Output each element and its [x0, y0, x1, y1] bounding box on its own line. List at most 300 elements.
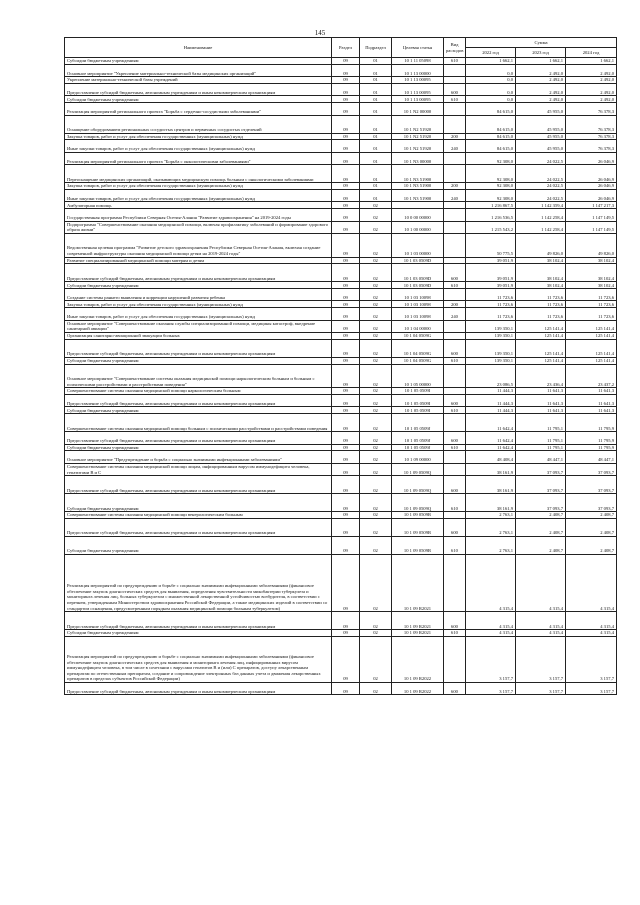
- row-podrazdel: 02: [360, 512, 392, 519]
- row-sum-2022: 0,0: [466, 64, 516, 76]
- row-sum-2024: 38 102,4: [566, 282, 617, 289]
- row-razdel: 09: [332, 476, 360, 494]
- row-sum-2023: 38 102,4: [516, 257, 566, 264]
- row-name: Реализация мероприятий по предупреждению и борьбе с социально значимыми инфекционными заболеваниями (финансовое обеспечение закупок диагностических средств для выявления и мониторинга лечения лиц, инфицированных вирусом иммунодефицита человека, в том числе в сочетании с вирусами гепатитов В и (или) С препаратов, доступу лекарственным препаратам по отечественным препаратам, создание и сопровождение электронных баз данных учета и движения лекарственных препаратов в пределах субъектов Российской Федерации): [65, 636, 332, 682]
- row-sum-2023: 48 447,1: [516, 451, 566, 463]
- row-razdel: 09: [332, 140, 360, 152]
- row-sum-2024: 37 093,7: [566, 463, 617, 475]
- row-sum-2022: 11 444,3: [466, 395, 516, 407]
- row-sum-2022: 38 161,9: [466, 476, 516, 494]
- row-sum-2023: 125 141,4: [516, 333, 566, 340]
- row-podrazdel: 01: [360, 64, 392, 76]
- table-row: [65, 58, 617, 65]
- row-name: Государственная программа Республики Северная Осетия-Алания "Развитие здравоохранения" на 2019-2024 годы: [65, 209, 332, 221]
- row-sum-2022: 23 086,5: [466, 364, 516, 388]
- row-podrazdel: 02: [360, 257, 392, 264]
- row-podrazdel: 02: [360, 282, 392, 289]
- table-row: [65, 77, 617, 84]
- row-target: 10 1 09 0509Q: [392, 476, 444, 494]
- row-sum-2023: 24 022,5: [516, 189, 566, 201]
- row-razdel: 09: [332, 282, 360, 289]
- table-row: [65, 555, 617, 612]
- row-kind: [444, 414, 466, 432]
- row-sum-2022: 11 723,6: [466, 289, 516, 301]
- row-sum-2023: 1 142 258,4: [516, 209, 566, 221]
- row-target: 10 1 N3 51900: [392, 189, 444, 201]
- row-kind: 610: [444, 58, 466, 65]
- row-sum-2023: 11 723,6: [516, 301, 566, 308]
- row-sum-2023: 11 795,1: [516, 432, 566, 444]
- row-sum-2022: 84 615,0: [466, 140, 516, 152]
- row-kind: [444, 512, 466, 519]
- row-razdel: 09: [332, 636, 360, 682]
- row-sum-2024: 2 408,7: [566, 519, 617, 537]
- row-podrazdel: 01: [360, 83, 392, 95]
- row-target: 10 1 03 10098: [392, 301, 444, 308]
- row-sum-2024: 11 723,6: [566, 289, 617, 301]
- table-row: [65, 183, 617, 190]
- row-name: Субсидии бюджетным учреждениям: [65, 630, 332, 637]
- row-podrazdel: 01: [360, 103, 392, 115]
- table-row: [65, 682, 617, 694]
- row-sum-2024: 3 157,7: [566, 636, 617, 682]
- row-name: Субсидии бюджетным учреждениям: [65, 444, 332, 451]
- row-razdel: 09: [332, 289, 360, 301]
- table-row: [65, 339, 617, 357]
- row-podrazdel: 02: [360, 357, 392, 364]
- row-sum-2023: 11 641,3: [516, 395, 566, 407]
- row-razdel: 09: [332, 209, 360, 221]
- table-row: [65, 152, 617, 164]
- row-podrazdel: 02: [360, 395, 392, 407]
- table-row: [65, 444, 617, 451]
- row-podrazdel: 02: [360, 537, 392, 555]
- row-razdel: 09: [332, 612, 360, 630]
- row-podrazdel: 02: [360, 320, 392, 332]
- row-podrazdel: 02: [360, 209, 392, 221]
- row-sum-2022: 4 315,4: [466, 630, 516, 637]
- row-kind: 600: [444, 682, 466, 694]
- row-kind: 610: [444, 444, 466, 451]
- row-name: Предоставление субсидий бюджетным, автономным учреждениям и иным некоммерческим организациям: [65, 612, 332, 630]
- row-name: Субсидии бюджетным учреждениям: [65, 282, 332, 289]
- table-row: [65, 282, 617, 289]
- row-sum-2023: 45 955,0: [516, 140, 566, 152]
- row-kind: 610: [444, 357, 466, 364]
- row-name: Иные закупки товаров, работ и услуг для обеспечения государственных (муниципальных) нужд: [65, 189, 332, 201]
- row-sum-2022: 11 723,6: [466, 308, 516, 320]
- header-name: Наименование: [65, 38, 332, 58]
- row-podrazdel: 02: [360, 476, 392, 494]
- row-kind: [444, 221, 466, 233]
- row-sum-2022: 139 350,1: [466, 339, 516, 357]
- row-razdel: 09: [332, 519, 360, 537]
- row-name: Предоставление субсидий бюджетным, автономным учреждениям и иным некоммерческим организациям: [65, 264, 332, 282]
- table-row: [65, 308, 617, 320]
- row-name: Основное мероприятие "Укрепление материально-технической базы медицинских организаций": [65, 64, 332, 76]
- row-name: Реализация мероприятий по предупреждению и борьбе с социально значимыми инфекционными заболеваниями (финансовое обеспечение закупок диагностических средств для выявления, определения чувствительности микобактерии туберкулеза и мониторинга лечения лиц, больных туберкулезом с множественной лекарственной устойчивостью возбудителя, в соответствии с перечнем, утвержденным Министерством здравоохранения Российской Федерации, а также медицинских изделий в соответствии со стандартом оснащения, предусмотренным порядком оказания медицинской помощи больным туберкулезом): [65, 555, 332, 612]
- row-name: Субсидии бюджетным учреждениям: [65, 58, 332, 65]
- row-sum-2024: 1 147 149,5: [566, 221, 617, 233]
- row-target: 10 1 03 10098: [392, 289, 444, 301]
- row-sum-2024: 76 378,3: [566, 133, 617, 140]
- row-target: 10 1 09 R2021: [392, 612, 444, 630]
- budget-table: [64, 37, 617, 695]
- row-target: 10 1 13 00095: [392, 83, 444, 95]
- row-name: Создание системы раннего выявления и коррекции нарушений развития ребенка: [65, 289, 332, 301]
- row-sum-2023: 125 141,4: [516, 339, 566, 357]
- row-target: 10 1 04 00000: [392, 320, 444, 332]
- row-sum-2022: 1 216 536,5: [466, 209, 516, 221]
- row-kind: 610: [444, 630, 466, 637]
- row-target: 10 1 N2 51920: [392, 133, 444, 140]
- row-target: 10 1 04 0509G: [392, 333, 444, 340]
- row-kind: 240: [444, 140, 466, 152]
- row-razdel: 09: [332, 58, 360, 65]
- row-sum-2023: 3 157,7: [516, 636, 566, 682]
- table-row: [65, 233, 617, 257]
- row-podrazdel: 02: [360, 444, 392, 451]
- row-razdel: 09: [332, 414, 360, 432]
- row-podrazdel: 02: [360, 233, 392, 257]
- row-razdel: 09: [332, 630, 360, 637]
- row-sum-2022: 11 642,4: [466, 444, 516, 451]
- row-name: Предоставление субсидий бюджетным, автономным учреждениям и иным некоммерческим организациям: [65, 83, 332, 95]
- row-podrazdel: 02: [360, 364, 392, 388]
- row-sum-2023: 45 955,0: [516, 133, 566, 140]
- row-sum-2023: 2 408,7: [516, 537, 566, 555]
- row-sum-2024: 2 408,7: [566, 512, 617, 519]
- row-name: Субсидии бюджетным учреждениям: [65, 357, 332, 364]
- row-sum-2022: 11 444,3: [466, 388, 516, 395]
- row-sum-2024: 11 641,3: [566, 395, 617, 407]
- row-podrazdel: 01: [360, 115, 392, 133]
- row-sum-2024: 125 141,4: [566, 357, 617, 364]
- row-target: 10 1 03 0509D: [392, 264, 444, 282]
- row-razdel: 09: [332, 537, 360, 555]
- row-kind: [444, 463, 466, 475]
- row-podrazdel: 02: [360, 414, 392, 432]
- row-sum-2024: 48 447,1: [566, 451, 617, 463]
- row-kind: 610: [444, 537, 466, 555]
- row-podrazdel: 02: [360, 388, 392, 395]
- row-podrazdel: 01: [360, 133, 392, 140]
- header-year-2023: 2023 год: [516, 48, 566, 58]
- row-sum-2024: 37 093,7: [566, 494, 617, 512]
- row-kind: 200: [444, 301, 466, 308]
- row-razdel: 09: [332, 320, 360, 332]
- row-razdel: 09: [332, 264, 360, 282]
- row-podrazdel: 02: [360, 682, 392, 694]
- row-kind: [444, 289, 466, 301]
- row-sum-2023: 45 955,0: [516, 103, 566, 115]
- row-target: 10 1 04 0509G: [392, 357, 444, 364]
- row-sum-2022: 48 408,4: [466, 451, 516, 463]
- row-podrazdel: 01: [360, 58, 392, 65]
- row-name: Предоставление субсидий бюджетным, автономным учреждениям и иным некоммерческим организациям: [65, 395, 332, 407]
- row-kind: 200: [444, 183, 466, 190]
- row-target: 10 1 13 00095: [392, 96, 444, 103]
- row-target: 10 1 09 0509R: [392, 537, 444, 555]
- table-row: [65, 289, 617, 301]
- table-row: [65, 103, 617, 115]
- row-target: 10 1 09 R2021: [392, 630, 444, 637]
- row-sum-2022: 2 763,1: [466, 519, 516, 537]
- row-podrazdel: 02: [360, 555, 392, 612]
- row-kind: 600: [444, 476, 466, 494]
- table-row: [65, 264, 617, 282]
- row-sum-2023: 4 315,4: [516, 555, 566, 612]
- row-sum-2022: 11 444,3: [466, 407, 516, 414]
- table-row: [65, 636, 617, 682]
- row-sum-2022: 84 615,0: [466, 103, 516, 115]
- table-row: [65, 451, 617, 463]
- table-row: [65, 165, 617, 183]
- row-kind: 610: [444, 407, 466, 414]
- table-row: [65, 209, 617, 221]
- table-header: [65, 38, 617, 58]
- row-sum-2022: 1 215 543,2: [466, 221, 516, 233]
- row-sum-2024: 11 795,9: [566, 444, 617, 451]
- row-sum-2023: 125 141,4: [516, 357, 566, 364]
- row-sum-2022: 92 308,0: [466, 152, 516, 164]
- row-sum-2023: 24 022,5: [516, 152, 566, 164]
- row-sum-2023: 2 408,7: [516, 512, 566, 519]
- row-sum-2023: 1 662,1: [516, 58, 566, 65]
- table-row: [65, 357, 617, 364]
- row-target: 10 1 09 R2021: [392, 555, 444, 612]
- row-sum-2023: 38 102,4: [516, 264, 566, 282]
- row-sum-2023: 49 826,0: [516, 233, 566, 257]
- row-sum-2023: 1 142 359,4: [516, 202, 566, 209]
- row-target: 10 1 03 0509D: [392, 257, 444, 264]
- row-sum-2022: 11 642,4: [466, 432, 516, 444]
- table-row: [65, 221, 617, 233]
- header-razdel: Раздел: [332, 38, 360, 58]
- row-sum-2024: 11 795,9: [566, 414, 617, 432]
- row-sum-2022: 2 763,1: [466, 512, 516, 519]
- header-podrazdel: Подраздел: [360, 38, 392, 58]
- row-razdel: 09: [332, 682, 360, 694]
- row-name: Подпрограмма "Совершенствование оказания медицинской помощи, включая профилактику заболеваний и формирование здорового образа жизни": [65, 221, 332, 233]
- row-razdel: 09: [332, 308, 360, 320]
- row-kind: [444, 388, 466, 395]
- row-razdel: 09: [332, 364, 360, 388]
- row-kind: 240: [444, 189, 466, 201]
- row-razdel: 09: [332, 395, 360, 407]
- row-podrazdel: 02: [360, 451, 392, 463]
- row-sum-2023: 11 795,1: [516, 414, 566, 432]
- row-podrazdel: 01: [360, 96, 392, 103]
- row-sum-2023: 11 795,1: [516, 444, 566, 451]
- row-podrazdel: 02: [360, 221, 392, 233]
- row-sum-2024: 76 378,3: [566, 103, 617, 115]
- row-kind: [444, 209, 466, 221]
- row-razdel: 09: [332, 333, 360, 340]
- row-sum-2022: 11 723,6: [466, 301, 516, 308]
- row-target: 10 1 09 0509Q: [392, 463, 444, 475]
- row-name: Переоснащение медицинских организаций, оказывающих медицинскую помощь больным с онкологическими заболеваниями: [65, 165, 332, 183]
- row-sum-2022: 1 216 867,5: [466, 202, 516, 209]
- row-name: Предоставление субсидий бюджетным, автономным учреждениям и иным некоммерческим организациям: [65, 519, 332, 537]
- row-razdel: 09: [332, 388, 360, 395]
- header-kind: Вид расходов: [444, 38, 466, 58]
- row-podrazdel: 02: [360, 432, 392, 444]
- table-row: [65, 519, 617, 537]
- row-sum-2022: 139 350,1: [466, 333, 516, 340]
- row-kind: 600: [444, 264, 466, 282]
- row-target: 10 1 N3 51900: [392, 165, 444, 183]
- row-razdel: 09: [332, 183, 360, 190]
- row-razdel: 09: [332, 512, 360, 519]
- row-kind: 600: [444, 519, 466, 537]
- table-row: [65, 612, 617, 630]
- row-sum-2023: 125 141,4: [516, 320, 566, 332]
- table-row: [65, 301, 617, 308]
- row-name: Реализация мероприятий регионального проекта "Борьба с сердечно-сосудистыми заболеваниями": [65, 103, 332, 115]
- row-target: 10 1 05 0509J: [392, 414, 444, 432]
- row-sum-2024: 2 408,7: [566, 537, 617, 555]
- row-sum-2024: 4 315,4: [566, 630, 617, 637]
- row-sum-2022: 139 350,1: [466, 320, 516, 332]
- row-razdel: 09: [332, 152, 360, 164]
- row-sum-2022: 39 051,9: [466, 257, 516, 264]
- row-target: 10 0 00 00000: [392, 209, 444, 221]
- row-sum-2022: 0,0: [466, 83, 516, 95]
- row-razdel: 09: [332, 257, 360, 264]
- row-name: Субсидии бюджетным учреждениям: [65, 407, 332, 414]
- row-kind: 610: [444, 494, 466, 512]
- row-kind: [444, 233, 466, 257]
- row-sum-2023: 2 492,0: [516, 83, 566, 95]
- table-row: [65, 388, 617, 395]
- row-target: 10 1 03 0509D: [392, 282, 444, 289]
- row-podrazdel: 02: [360, 333, 392, 340]
- row-razdel: 09: [332, 444, 360, 451]
- row-target: 10 1 09 0509R: [392, 512, 444, 519]
- row-target: 10 1 09 0509R: [392, 519, 444, 537]
- row-name: Совершенствование системы оказания медицинской помощи наркологическим больным: [65, 388, 332, 395]
- row-razdel: 09: [332, 407, 360, 414]
- row-name: Основное мероприятие "Совершенствование системы оказания медицинской помощи наркологическим больным и больным с психическими расстройствами и расстройствами поведения": [65, 364, 332, 388]
- row-target: 10 1 05 00000: [392, 364, 444, 388]
- row-razdel: 09: [332, 133, 360, 140]
- row-kind: [444, 333, 466, 340]
- row-podrazdel: 02: [360, 519, 392, 537]
- row-razdel: 09: [332, 463, 360, 475]
- row-name: Основное мероприятие "Совершенствование оказания службы специализированной помощи, медицины катастроф, внедрение санитарной авиации": [65, 320, 332, 332]
- row-name: Иные закупки товаров, работ и услуг для обеспечения государственных (муниципальных) нужд: [65, 308, 332, 320]
- row-kind: [444, 636, 466, 682]
- row-sum-2024: 76 378,3: [566, 140, 617, 152]
- row-sum-2022: 3 157,7: [466, 636, 516, 682]
- row-sum-2024: 11 795,9: [566, 432, 617, 444]
- row-sum-2022: 0,0: [466, 77, 516, 84]
- row-kind: [444, 152, 466, 164]
- row-razdel: 09: [332, 165, 360, 183]
- row-kind: 610: [444, 96, 466, 103]
- row-kind: 610: [444, 282, 466, 289]
- row-target: [392, 202, 444, 209]
- table-row: [65, 333, 617, 340]
- table-row: [65, 320, 617, 332]
- row-podrazdel: 02: [360, 264, 392, 282]
- row-kind: [444, 77, 466, 84]
- row-sum-2022: 139 350,1: [466, 357, 516, 364]
- row-sum-2024: 26 046,9: [566, 152, 617, 164]
- row-target: 10 1 09 R2022: [392, 682, 444, 694]
- table-row: [65, 432, 617, 444]
- row-podrazdel: 02: [360, 463, 392, 475]
- row-podrazdel: 02: [360, 612, 392, 630]
- row-kind: 600: [444, 612, 466, 630]
- table-row: [65, 257, 617, 264]
- row-razdel: 09: [332, 83, 360, 95]
- row-sum-2024: 4 315,4: [566, 612, 617, 630]
- table-row: [65, 512, 617, 519]
- row-kind: [444, 115, 466, 133]
- row-razdel: 09: [332, 64, 360, 76]
- row-sum-2022: 92 308,0: [466, 189, 516, 201]
- row-target: 10 1 N2 00000: [392, 103, 444, 115]
- row-target: 10 1 05 0509I: [392, 407, 444, 414]
- row-podrazdel: 02: [360, 407, 392, 414]
- row-podrazdel: 02: [360, 636, 392, 682]
- row-sum-2024: 11 641,3: [566, 388, 617, 395]
- row-name: Иные закупки товаров, работ и услуг для обеспечения государственных (муниципальных) нужд: [65, 140, 332, 152]
- row-name: Субсидии бюджетным учреждениям: [65, 494, 332, 512]
- row-sum-2023: 4 315,4: [516, 612, 566, 630]
- row-razdel: 09: [332, 233, 360, 257]
- row-sum-2022: 50 775,5: [466, 233, 516, 257]
- row-sum-2023: 2 492,0: [516, 64, 566, 76]
- row-sum-2024: 2 492,0: [566, 83, 617, 95]
- row-sum-2022: 2 763,1: [466, 537, 516, 555]
- row-razdel: 09: [332, 77, 360, 84]
- row-name: Развитие специализированной медицинской помощи матерям и детям: [65, 257, 332, 264]
- table-row: [65, 414, 617, 432]
- row-sum-2023: 4 315,4: [516, 630, 566, 637]
- header-year-2022: 2022 год: [466, 48, 516, 58]
- row-podrazdel: 01: [360, 77, 392, 84]
- row-target: 10 1 11 05098: [392, 58, 444, 65]
- row-sum-2024: 11 723,6: [566, 301, 617, 308]
- row-sum-2024: 26 046,9: [566, 189, 617, 201]
- row-sum-2024: 125 141,4: [566, 320, 617, 332]
- row-kind: [444, 202, 466, 209]
- row-name: Амбулаторная помощь: [65, 202, 332, 209]
- row-sum-2024: 1 147 217,3: [566, 202, 617, 209]
- row-podrazdel: 01: [360, 165, 392, 183]
- row-target: 10 1 05 0509J: [392, 432, 444, 444]
- row-razdel: 09: [332, 494, 360, 512]
- row-name: Совершенствование системы оказания медицинской помощи венерологическим больным: [65, 512, 332, 519]
- row-sum-2023: 1 142 258,4: [516, 221, 566, 233]
- row-razdel: 09: [332, 357, 360, 364]
- row-razdel: 09: [332, 451, 360, 463]
- row-name: Реализация мероприятий регионального проекта "Борьба с онкологическими заболеваниями": [65, 152, 332, 164]
- row-kind: 600: [444, 432, 466, 444]
- row-sum-2022: 3 157,7: [466, 682, 516, 694]
- row-sum-2024: 4 315,4: [566, 555, 617, 612]
- row-sum-2023: 23 436,4: [516, 364, 566, 388]
- row-kind: 240: [444, 308, 466, 320]
- table-row: [65, 140, 617, 152]
- row-sum-2024: 26 046,9: [566, 165, 617, 183]
- row-name: Оснащение оборудованием региональных сосудистых центров и первичных сосудистых отделений: [65, 115, 332, 133]
- row-sum-2024: 2 492,0: [566, 64, 617, 76]
- row-podrazdel: 02: [360, 289, 392, 301]
